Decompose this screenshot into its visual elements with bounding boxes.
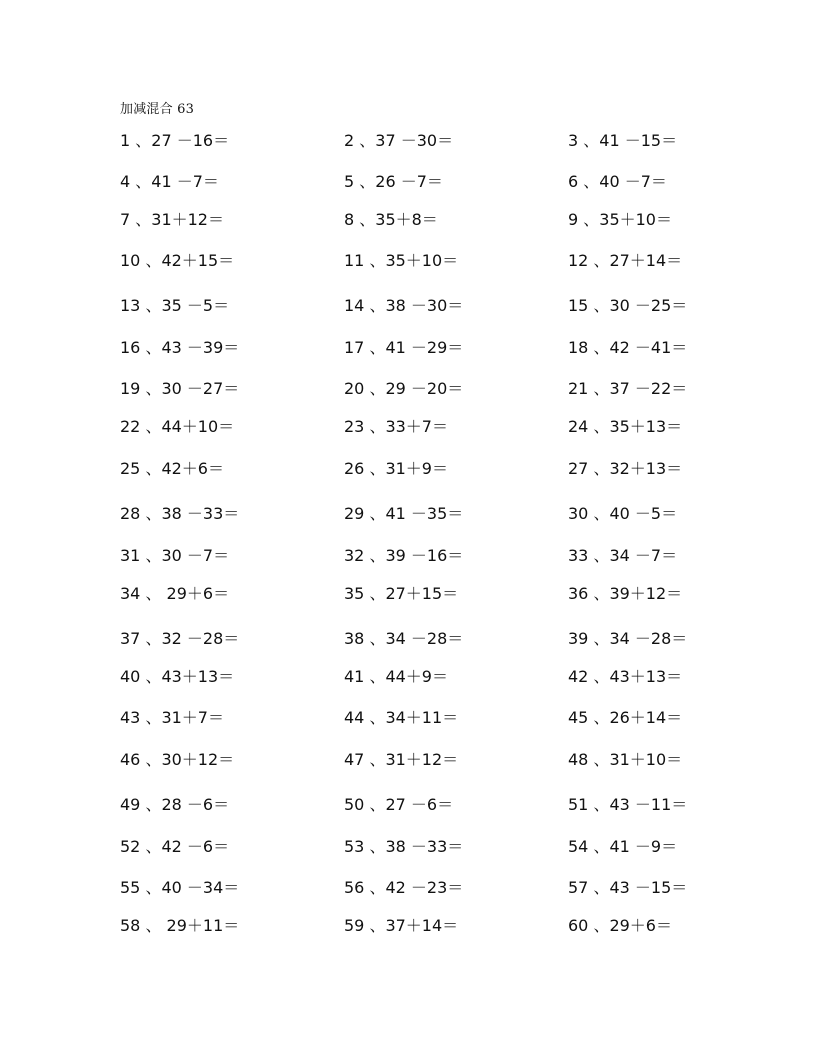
problem-row [120,414,720,440]
problem-item: 25 、42＋6＝ [120,459,224,478]
problem-item: 45 、26＋14＝ [568,708,683,727]
problem-item: 10 、42＋15＝ [120,251,235,270]
problem-item: 33 、34 －7＝ [568,546,678,565]
problem-item: 48 、31＋10＝ [568,750,683,769]
problem-item: 31 、30 －7＝ [120,546,230,565]
problem-row [120,335,720,361]
problem-item: 16 、43 －39＝ [120,338,240,357]
problem-item: 15 、30 －25＝ [568,296,688,315]
worksheet-title: 加减混合 63 [120,102,195,117]
problem-item: 12 、27＋14＝ [568,251,683,270]
problem-item: 58 、 29＋11＝ [120,916,240,935]
problem-row [120,875,720,901]
problem-row [120,626,720,652]
problem-item: 60 、29＋6＝ [568,916,672,935]
problem-item: 47 、31＋12＝ [344,750,459,769]
problem-item: 36 、39＋12＝ [568,584,683,603]
problem-item: 42 、43＋13＝ [568,667,683,686]
problem-item: 1 、27 －16＝ [120,131,230,150]
problem-item: 49 、28 －6＝ [120,795,230,814]
problem-item: 11 、35＋10＝ [344,251,459,270]
problem-row [120,207,720,233]
problem-row [120,705,720,731]
problem-row [120,664,720,690]
problem-item: 51 、43 －11＝ [568,795,688,814]
problem-item: 40 、43＋13＝ [120,667,235,686]
problem-item: 37 、32 －28＝ [120,629,240,648]
problem-item: 24 、35＋13＝ [568,417,683,436]
problem-item: 52 、42 －6＝ [120,837,230,856]
problem-row [120,834,720,860]
problem-item: 34 、 29＋6＝ [120,584,230,603]
problem-row [120,747,720,773]
problem-item: 29 、41 －35＝ [344,504,464,523]
problem-item: 44 、34＋11＝ [344,708,459,727]
problem-item: 18 、42 －41＝ [568,338,688,357]
problem-row [120,293,720,319]
problem-item: 56 、42 －23＝ [344,878,464,897]
problem-item: 35 、27＋15＝ [344,584,459,603]
problem-item: 43 、31＋7＝ [120,708,224,727]
problem-item: 23 、33＋7＝ [344,417,448,436]
problem-row [120,501,720,527]
problem-item: 5 、26 －7＝ [344,172,443,191]
problem-item: 53 、38 －33＝ [344,837,464,856]
problem-item: 14 、38 －30＝ [344,296,464,315]
problem-item: 59 、37＋14＝ [344,916,459,935]
problem-row [120,376,720,402]
problem-item: 4 、41 －7＝ [120,172,219,191]
problem-item: 22 、44＋10＝ [120,417,235,436]
problem-item: 20 、29 －20＝ [344,379,464,398]
problem-item: 17 、41 －29＝ [344,338,464,357]
problem-row [120,913,720,939]
problem-item: 30 、40 －5＝ [568,504,678,523]
problem-item: 28 、38 －33＝ [120,504,240,523]
problem-item: 8 、35＋8＝ [344,210,438,229]
problem-item: 9 、35＋10＝ [568,210,672,229]
problem-item: 21 、37 －22＝ [568,379,688,398]
problem-item: 55 、40 －34＝ [120,878,240,897]
problem-item: 27 、32＋13＝ [568,459,683,478]
problem-item: 46 、30＋12＝ [120,750,235,769]
problem-row [120,581,720,607]
problem-item: 32 、39 －16＝ [344,546,464,565]
problem-item: 2 、37 －30＝ [344,131,454,150]
problem-item: 41 、44＋9＝ [344,667,448,686]
problem-row [120,543,720,569]
problem-item: 57 、43 －15＝ [568,878,688,897]
problem-row [120,456,720,482]
problem-item: 38 、34 －28＝ [344,629,464,648]
problem-item: 3 、41 －15＝ [568,131,678,150]
problem-row [120,792,720,818]
problem-item: 19 、30 －27＝ [120,379,240,398]
problem-item: 6 、40 －7＝ [568,172,667,191]
problem-item: 39 、34 －28＝ [568,629,688,648]
problem-row [120,128,720,154]
problem-row [120,169,720,195]
problem-item: 13 、35 －5＝ [120,296,230,315]
problem-item: 7 、31＋12＝ [120,210,224,229]
problem-item: 50 、27 －6＝ [344,795,454,814]
problem-row [120,248,720,274]
problem-item: 26 、31＋9＝ [344,459,448,478]
problem-item: 54 、41 －9＝ [568,837,678,856]
